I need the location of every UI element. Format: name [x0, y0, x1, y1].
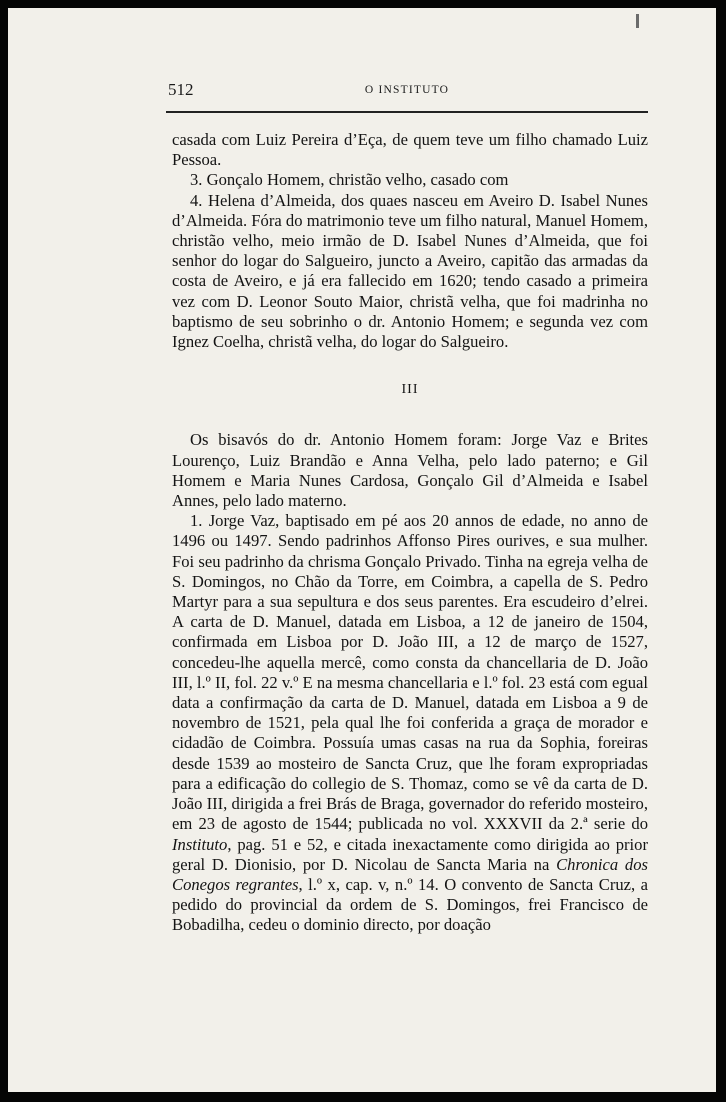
text-run: 1. Jorge Vaz, baptisado em pé aos 20 annos de edade, no anno de 1496 ou 1497. Sendo padrinhos Affonso Pires ourives, e sua mulher. Foi seu padrinho da chrisma Gonçalo Privado. Tinha na egreja velha de S. Domingos, no Chão da Torre, em Coimbra, a capella de S. Pedro Martyr para a sua sepultura e dos seus parentes. Era escudeiro d’elrei. A carta de D. Manuel, datada em Lisboa, a 12 de janeiro de 1504, confirmada em Lisboa por D. João III, a 12 de março de 1527, concedeu-lhe aquella mercê, como consta da chancellaria de D. João III, l.º II, fol. 22 v.º E na mesma chancellaria e l.º fol. 23 está com egual data a confirmação da carta de D. Manuel, datada em Lisboa a 9 de novembro de 1521, pela qual lhe foi conferida a graça de morador e cidadão de Coimbra. Possuía umas casas na rua da Sophia, foreiras desde 1539 ao mosteiro de Sancta Cruz, que lhe foram expropriadas para a edificação do collegio de S. Thomaz, como se vê da carta de D. João III, dirigida a frei Brás de Braga, governador do referido mosteiro, em 23 de agosto de 1544; publicada no vol. XXXVII da 2.ª serie do: [172, 511, 648, 834]
italic-title-chronica: Chronica dos Conegos regrantes: [172, 854, 648, 894]
section-number: III: [401, 382, 419, 398]
paragraph-item-4: 4. Helena d’Almeida, dos quaes nasceu em Aveiro D. Isabel Nunes d’Almeida. Fóra do matrimonio teve um filho natural, Manuel Homem, christão velho, meio irmão de D. Isabel Nunes d’Almeida, que foi senhor do logar do Salgueiro, juncto a Aveiro, capitão das armadas da costa de Aveiro, e já era fallecido em 1620; tendo casado a primeira vez com D. Leonor Souto Maior, christã velha, que foi madrinha no baptismo de seu sobrinho o dr. Antonio Homem; e segunda vez com Ignez Coelha, christã velha, do logar do Salgueiro.: [172, 190, 648, 352]
text-run: , l.º x, cap. v, n.º 14. O convento de Sancta Cruz, a pedido do provincial da ordem de S. Domingos, frei Francisco de Bobadilha, cedeu o dominio directo, por doação: [172, 874, 649, 935]
body-text: [172, 130, 648, 936]
paragraph-item-3: 3. Gonçalo Homem, christão velho, casado com: [190, 170, 509, 190]
journal-title: O INSTITUTO: [364, 84, 450, 96]
italic-title-instituto: Instituto: [172, 834, 228, 854]
running-head: [166, 80, 648, 102]
paragraph-bisavos: Os bisavós do dr. Antonio Homem foram: Jorge Vaz e Brites Lourenço, Luiz Brandão e Anna Velha, pelo lado paterno; e Gil Homem e Maria Nunes Cardosa, Gonçalo Gil d’Almeida e Isabel Annes, pelo lado materno.: [172, 430, 648, 511]
text-run: , pag. 51 e 52, e citada inexactamente como dirigida ao prior geral D. Dionisio, por D. Nicolau de Sancta Maria na: [172, 834, 648, 874]
header-rule: [166, 111, 648, 113]
scanned-page: [8, 8, 716, 1092]
paragraph-continuation: casada com Luiz Pereira d’Eça, de quem teve um filho chamado Luiz Pessoa.: [172, 130, 648, 170]
page-number: 512: [168, 80, 194, 99]
paragraph-jorge-vaz: [172, 511, 648, 935]
scan-mark: [636, 14, 639, 28]
